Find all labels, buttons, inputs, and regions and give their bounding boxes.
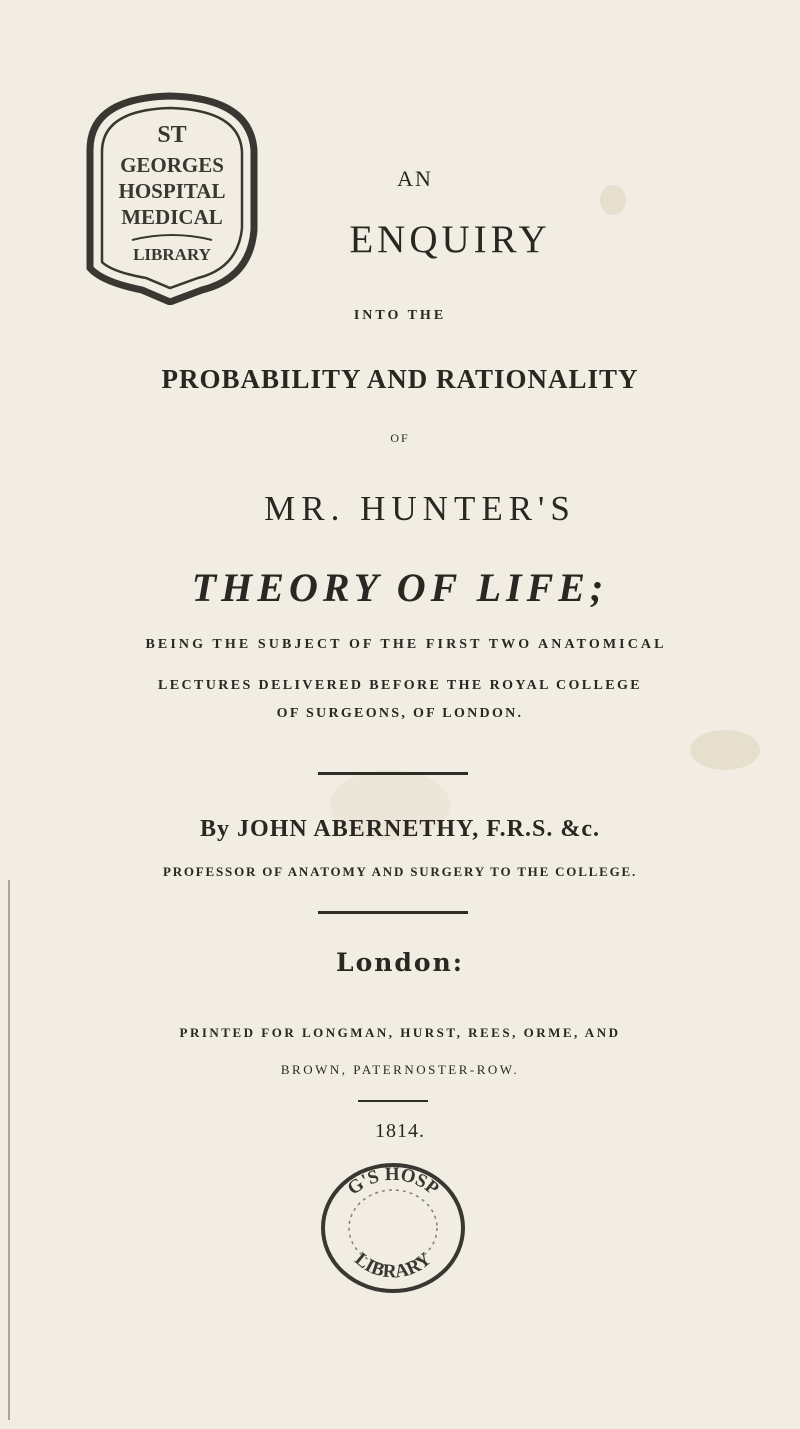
title-hunter: MR. HUNTER'S: [264, 489, 576, 528]
divider-rule: [318, 772, 468, 775]
divider-rule: [318, 911, 468, 914]
imprint-printed-line-2: BROWN, PATERNOSTER-ROW.: [280, 1062, 520, 1077]
library-stamp-top: [72, 90, 272, 305]
title-theory-of-life: THEORY OF LIFE;: [191, 565, 609, 610]
library-stamp-bottom: [318, 1160, 468, 1296]
author-by: By: [200, 816, 231, 842]
foxing-spot: [690, 730, 760, 770]
stamp-text-georges: GEORGES: [120, 153, 224, 177]
stamp-text-library: LIBRARY: [133, 245, 211, 264]
stamp-text-st: ST: [157, 122, 187, 148]
title-probability: PROBABILITY AND RATIONALITY: [161, 364, 639, 394]
title-into-the: INTO THE: [353, 308, 447, 323]
subtitle-line-2: LECTURES DELIVERED BEFORE THE ROYAL COLLEGE: [157, 678, 643, 693]
imprint-printed-line-1: PRINTED FOR LONGMAN, HURST, REES, ORME, AND: [179, 1025, 621, 1040]
subtitle-line-1: BEING THE SUBJECT OF THE FIRST TWO ANATOMICAL: [145, 637, 667, 652]
author-name: JOHN ABERNETHY, F.R.S. &c.: [237, 816, 600, 842]
title-enquiry: ENQUIRY: [349, 218, 551, 261]
imprint-city: London:: [336, 948, 464, 977]
title-an: AN: [397, 166, 433, 191]
subtitle-line-3: OF SURGEONS, OF LONDON.: [276, 706, 524, 721]
author-line: [0, 816, 800, 843]
author-position: PROFESSOR OF ANATOMY AND SURGERY TO THE COLLEGE.: [162, 864, 638, 879]
divider-rule-short: [358, 1100, 428, 1102]
stamp-bottom-top-text: G'S HOSP: [343, 1163, 443, 1200]
imprint-year: 1814.: [375, 1120, 425, 1142]
stamp-text-medical: MEDICAL: [121, 205, 223, 229]
stamp-bottom-bottom-text: LIBRARY: [350, 1248, 436, 1283]
title-of: OF: [390, 431, 410, 445]
stamp-text-hospital: HOSPITAL: [118, 179, 226, 203]
